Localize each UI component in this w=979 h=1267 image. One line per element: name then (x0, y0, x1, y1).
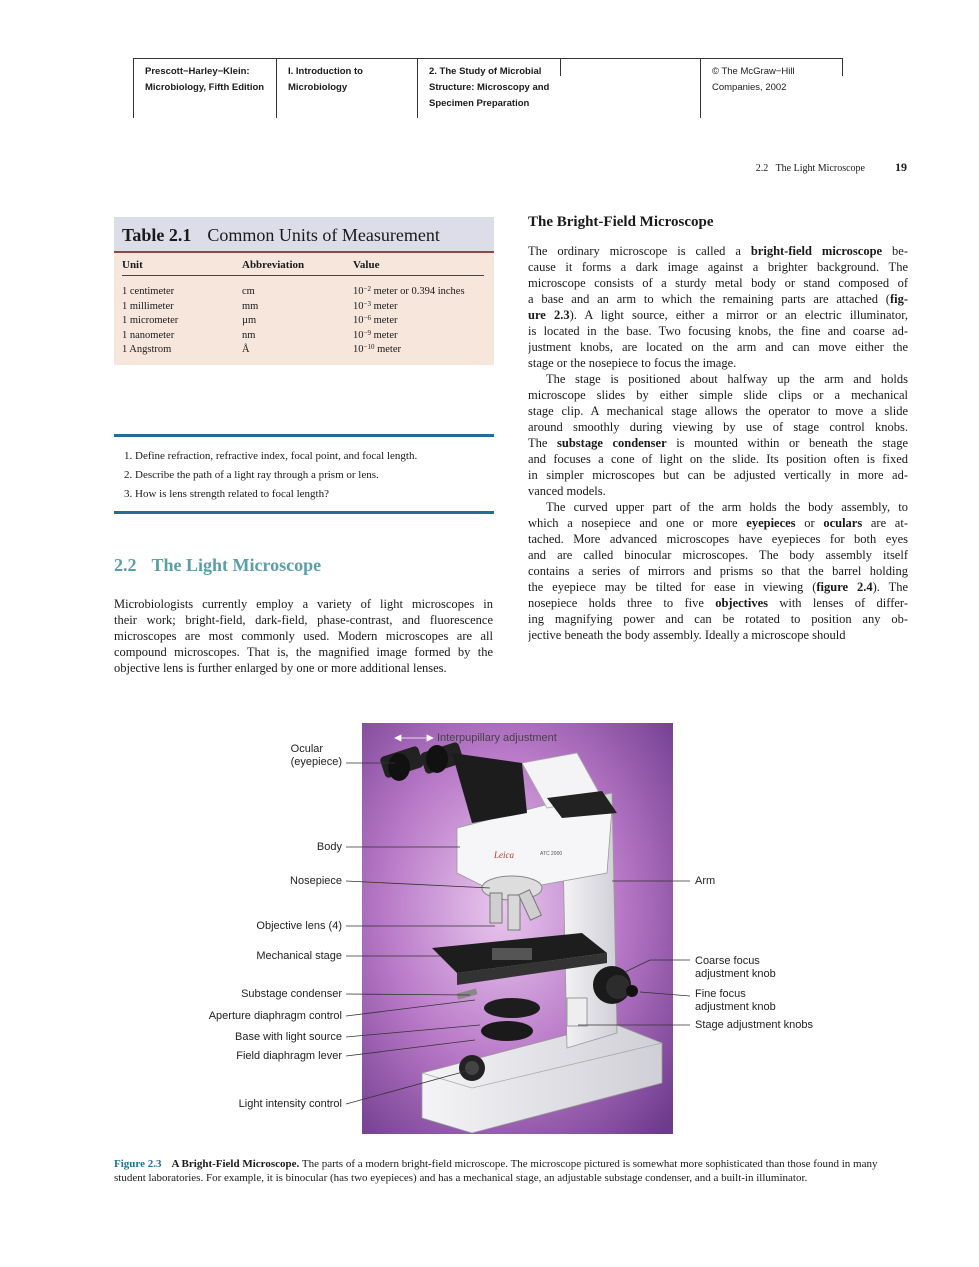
text-line: The substage condenser is mounted within or beneath the stage (528, 436, 908, 450)
label-arm: Arm (695, 875, 716, 887)
label-aperture-diaphragm: Aperture diaphragm control (208, 1010, 342, 1022)
text-line: microscope slides by either simple slide clips or a mechanical (528, 388, 908, 402)
text-line: nosepiece holds three to five objectives with lenses of differ- (528, 596, 908, 610)
text-line: a base and an arm to which the remaining parts are attached (fig- (528, 292, 908, 306)
text-line: jective beneath the body assembly. Ideally a microscope should (528, 628, 846, 642)
text-line: contains a series of mirrors and prisms so that the barrel holding (528, 564, 908, 578)
text-line: the eyepiece may be tilted for ease in viewing (figure 2.4). The (528, 580, 908, 594)
subsection-heading: The Bright-Field Microscope (528, 214, 714, 230)
text-line: cause it forms a dark image against a brighter background. The (528, 260, 908, 274)
label-coarse-focus: Coarse focus adjustment knob (695, 955, 776, 980)
text-line: and focuses a cone of light on the slide. Its position often is fixed (528, 452, 908, 466)
text-line: tached. More advanced microscopes have eyepieces for both eyes (528, 532, 908, 546)
text-line: The ordinary microscope is called a bright-field microscope be- (528, 244, 908, 258)
text-line: is located in the base. Two focusing knobs, the fine and coarse ad- (528, 324, 908, 338)
cell-abbr: Å (242, 344, 250, 355)
question-item: 1. Define refraction, refractive index, focal point, and focal length. (124, 450, 418, 462)
brand-logo-text: Leica (494, 850, 514, 860)
table-number: Table 2.1 (122, 225, 192, 245)
label-objective-lens: Objective lens (4) (256, 920, 342, 932)
label-field-diaphragm: Field diaphragm lever (236, 1050, 342, 1062)
label-fine-focus: Fine focus adjustment knob (695, 988, 776, 1013)
text-line: their work; bright-field, dark-field, phase-contrast, and fluorescence (114, 613, 493, 627)
text-line: microscope consists of a sturdy metal body or stand composed of (528, 276, 908, 290)
header-part: I. Introduction to Microbiology (276, 58, 417, 118)
label-light-intensity: Light intensity control (238, 1098, 342, 1110)
header-book: Prescott−Harley−Klein: Microbiology, Fifth Edition (133, 58, 276, 118)
label-ocular: Ocular (eyepiece) (290, 743, 342, 768)
label-body: Body (316, 841, 342, 853)
label-interpupillary: Interpupillary adjustment (437, 732, 557, 744)
label-mechanical-stage: Mechanical stage (256, 950, 342, 962)
text-line: compound microscopes. That is, the magnified image formed by the (114, 645, 493, 659)
running-head-section: 2.2 The Light Microscope (755, 163, 865, 174)
text-line: Microbiologists currently employ a variety of light microscopes in (114, 597, 493, 611)
page-number: 19 (895, 160, 907, 174)
label-nosepiece: Nosepiece (290, 875, 342, 887)
cell-unit: 1 micrometer (122, 315, 179, 326)
cell-value: $10^{-3}$ meter (353, 299, 398, 312)
cell-unit: 1 Angstrom (122, 344, 172, 355)
figure-title: A Bright-Field Microscope. (171, 1158, 300, 1170)
text-line: objective lens is further enlarged by one or more additional lenses. (114, 661, 447, 675)
label-base-light-source: Base with light source (235, 1031, 342, 1043)
text-line: ure 2.3). A light source, either a mirror or an electric illuminator, (528, 308, 908, 322)
cell-unit: 1 centimeter (122, 286, 175, 297)
cell-value: $10^{-2}$ meter or 0.394 inches (353, 285, 465, 297)
cell-abbr: cm (242, 286, 255, 297)
cell-unit: 1 millimeter (122, 300, 174, 312)
text-line: and are called binocular microscopes. The body assembly itself (528, 548, 908, 562)
text-line: stage or the nosepiece to focus the image. (528, 356, 737, 370)
cell-abbr: nm (242, 329, 256, 341)
question-item: 3. How is lens strength related to focal length? (124, 488, 329, 500)
table-title: Common Units of Measurement (207, 225, 440, 245)
text-line: justment knobs, are located on the arm and can move either the (528, 340, 908, 354)
section-title: The Light Microscope (151, 555, 322, 575)
figure-number: Figure 2.3 (114, 1158, 162, 1170)
col-header-abbreviation: Abbreviation (242, 259, 305, 271)
section-number: 2.2 (114, 555, 137, 575)
col-header-unit: Unit (122, 259, 143, 271)
figure-caption (114, 1157, 904, 1185)
text-line: in simpler microscopes but can be adjusted vertically in more ad- (528, 468, 908, 482)
text-line: around smoothly during viewing by use of stage control knobs. (528, 420, 908, 434)
text-line: The curved upper part of the arm holds the body assembly, to (546, 500, 908, 514)
header-chapter: 2. The Study of Microbial Structure: Microscopy and Specimen Preparation (417, 58, 560, 118)
cell-value: $10^{-9}$ meter (353, 328, 398, 341)
question-item: 2. Describe the path of a light ray through a prism or lens. (124, 469, 379, 481)
cell-value: $10^{-10}$ meter (353, 343, 401, 355)
label-stage-adjustment: Stage adjustment knobs (695, 1019, 814, 1031)
col-header-value: Value (353, 259, 380, 271)
model-text: ATC 2000 (540, 851, 563, 857)
figure-caption-text: The parts of a modern bright-field microscope. The microscope pictured is somewhat more sophisticated than those found in many student laboratories. For example, it is binocular (has two eyepieces) and has a mechanical stage, an adjustable substage condenser, and a built-in illuminator. (114, 1158, 878, 1184)
text-line: which a nosepiece and one or more eyepieces or oculars are at- (528, 516, 908, 530)
text-line: ing magnifying power and can be rotated to position any ob- (528, 612, 908, 626)
cell-abbr: µm (242, 315, 257, 326)
header-copyright: © The McGraw−Hill Companies, 2002 (700, 58, 843, 118)
text-line: stage clip. A mechanical stage allows the operator to move a slide (528, 404, 908, 418)
text-line: vanced models. (528, 484, 606, 498)
text-line: The stage is positioned about halfway up the arm and holds (546, 372, 908, 386)
cell-unit: 1 nanometer (122, 329, 175, 341)
cell-value: $10^{-6}$ meter (353, 314, 398, 326)
label-substage-condenser: Substage condenser (241, 988, 342, 1000)
cell-abbr: mm (242, 300, 259, 312)
text-line: microscopes are most commonly used. Modern microscopes are all (114, 629, 493, 643)
